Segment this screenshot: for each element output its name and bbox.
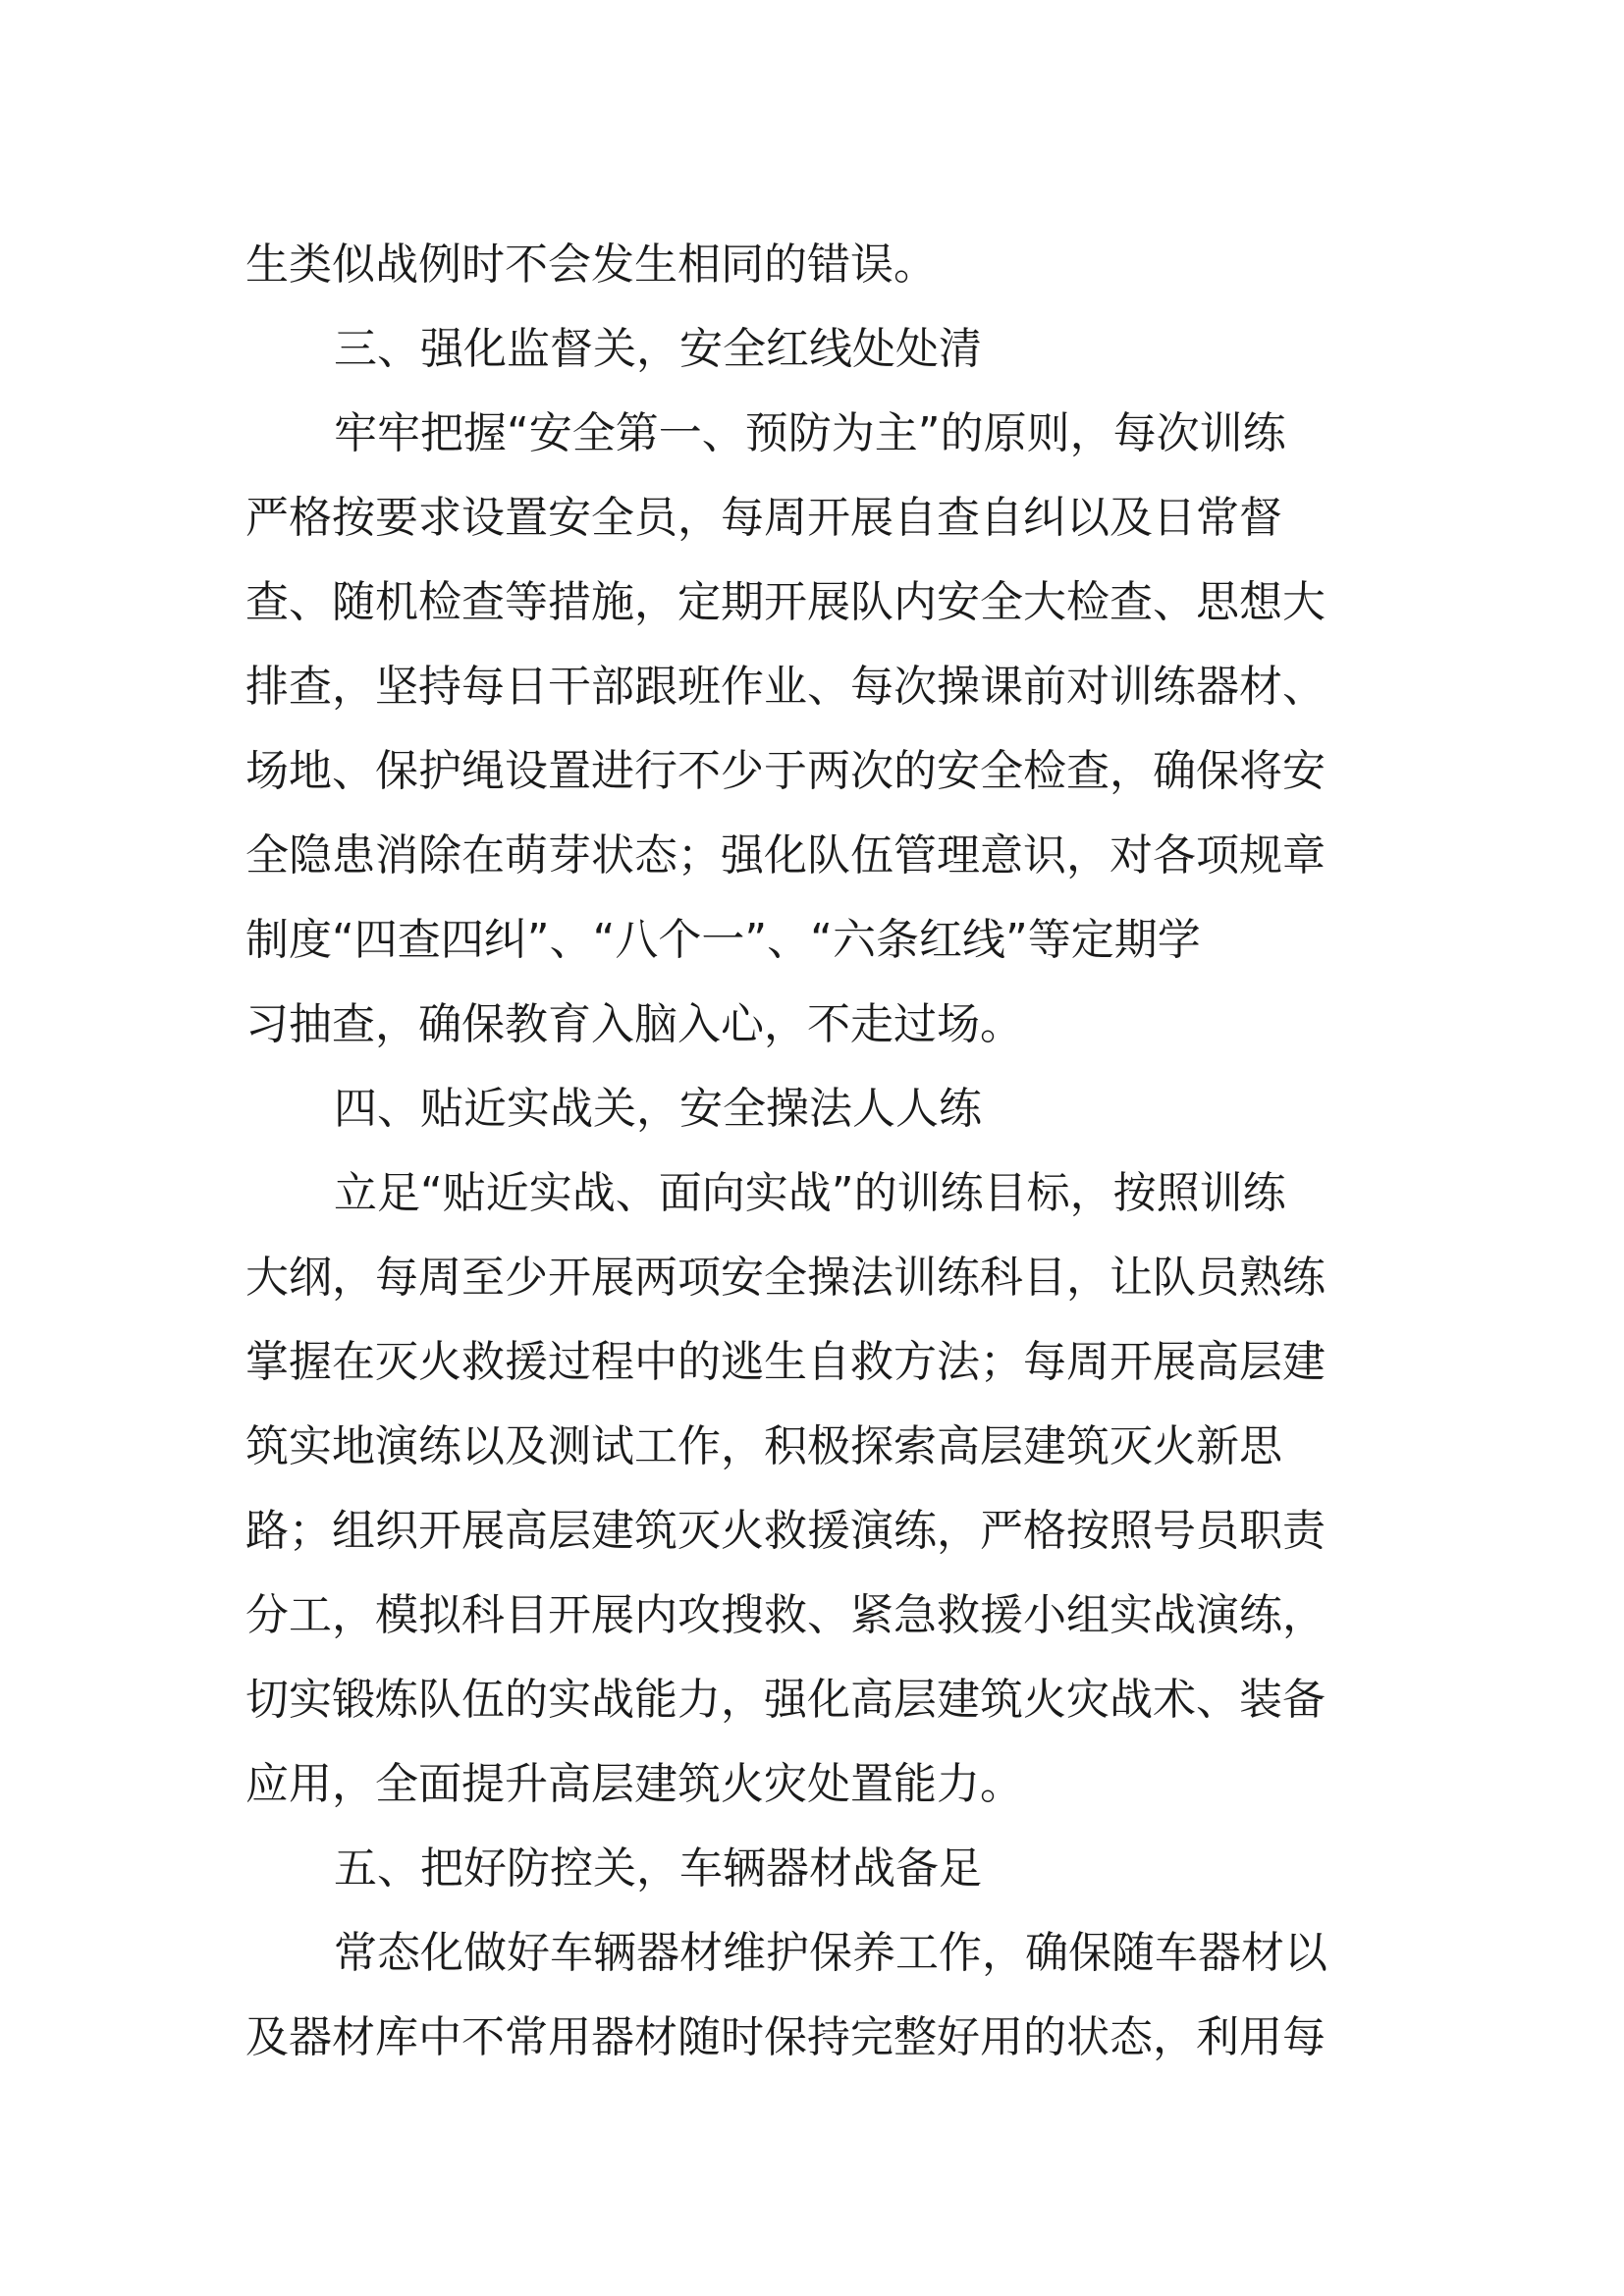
paragraph-line: 牢牢把握“安全第一、预防为主”的原则，每次训练 (334, 408, 1286, 458)
paragraph-line: 排查，坚持每日干部跟班作业、每次操课前对训练器材、 (245, 662, 1326, 712)
section-heading: 四、贴近实战关，安全操法人人练 (334, 1084, 982, 1134)
paragraph-line: 查、随机检查等措施，定期开展队内安全大检查、思想大 (245, 577, 1326, 627)
paragraph-line: 切实锻炼队伍的实战能力，强化高层建筑火灾战术、装备 (245, 1675, 1326, 1725)
paragraph-line: 习抽查，确保教育入脑入心，不走过场。 (245, 999, 1023, 1049)
paragraph-line: 场地、保护绳设置进行不少于两次的安全检查，确保将安 (245, 746, 1326, 796)
paragraph-line: 筑实地演练以及测试工作，积极探索高层建筑灭火新思 (245, 1421, 1282, 1471)
section-heading: 三、强化监督关，安全红线处处清 (334, 324, 982, 374)
paragraph-line: 常态化做好车辆器材维护保养工作，确保随车器材以 (334, 1928, 1327, 1978)
section-heading: 五、把好防控关，车辆器材战备足 (334, 1843, 982, 1894)
paragraph-line: 分工，模拟科目开展内攻搜救、紧急救援小组实战演练， (245, 1590, 1326, 1640)
paragraph-line: 生类似战例时不会发生相同的错误。 (245, 240, 937, 290)
paragraph-line: 制度“四查四纠”、“八个一”、“六条红线”等定期学 (245, 915, 1201, 965)
paragraph-line: 立足“贴近实战、面向实战”的训练目标，按照训练 (334, 1168, 1286, 1218)
paragraph-line: 全隐患消除在萌芽状态；强化队伍管理意识，对各项规章 (245, 830, 1326, 881)
paragraph-line: 路；组织开展高层建筑灭火救援演练，严格按照号员职责 (245, 1506, 1326, 1556)
paragraph-line: 应用，全面提升高层建筑火灾处置能力。 (245, 1759, 1023, 1809)
paragraph-line: 严格按要求设置安全员，每周开展自查自纠以及日常督 (245, 493, 1282, 543)
paragraph-line: 大纲，每周至少开展两项安全操法训练科目，让队员熟练 (245, 1253, 1326, 1303)
paragraph-line: 掌握在灭火救援过程中的逃生自救方法；每周开展高层建 (245, 1337, 1326, 1387)
paragraph-line: 及器材库中不常用器材随时保持完整好用的状态，利用每 (245, 2012, 1326, 2062)
